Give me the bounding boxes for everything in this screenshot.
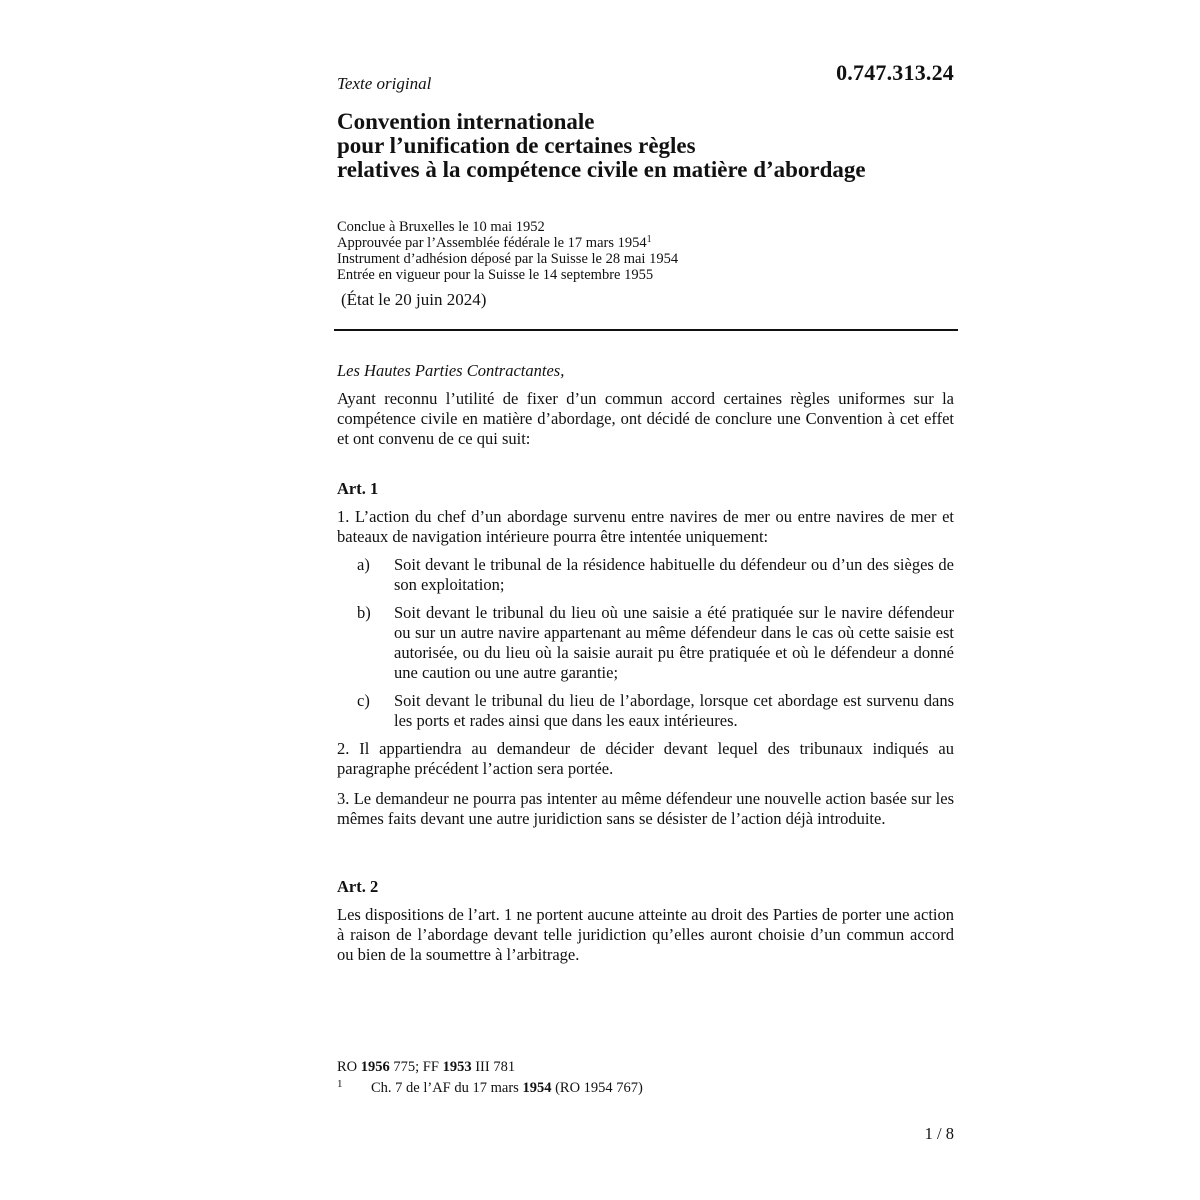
list-item <box>357 555 954 595</box>
concluded-date: Conclue à Bruxelles le 10 mai 1952 <box>337 219 545 235</box>
entry-into-force: Entrée en vigueur pour la Suisse le 14 septembre 1955 <box>337 267 654 283</box>
article-1-paragraph-1: 1. L’action du chef d’un abordage survenu entre navires de mer ou entre navires de mer et bateaux de navigation intérieure pourra être intentée uniquement: <box>337 507 954 546</box>
document-metadata <box>337 219 678 283</box>
state-date: (État le 20 juin 2024) <box>341 290 487 309</box>
footnote-rest: (RO 1954 767) <box>551 1080 643 1096</box>
footnote-1 <box>337 1080 643 1097</box>
article-2-heading: Art. 2 <box>337 877 379 896</box>
preamble-text: Ayant reconnu l’utilité de fixer d’un commun accord certaines règles uniformes sur la compétence civile en matière d’abordage, ont décidé de conclure une Convention à cet effet et ont convenu de ce qui suit: <box>337 389 954 448</box>
list-item-letter: c) <box>357 691 370 710</box>
list-item-text: Soit devant le tribunal de la résidence habituelle du défendeur ou d’un des sièges de son exploitation; <box>394 555 954 594</box>
footnote-text <box>371 1080 643 1097</box>
instrument-date: Instrument d’adhésion déposé par la Suisse le 28 mai 1954 <box>337 251 679 267</box>
list-item-letter: a) <box>357 555 370 574</box>
approval-footnote-ref[interactable]: 1 <box>646 234 652 245</box>
list-item-letter: b) <box>357 603 371 622</box>
document-title <box>337 110 866 182</box>
approval-line <box>337 235 678 251</box>
original-text-label: Texte original <box>337 74 432 93</box>
title-line-2: pour l’unification de certaines règles <box>337 133 696 158</box>
article-1-paragraph-2: 2. Il appartiendra au demandeur de décider devant lequel des tribunaux indiqués au paragraphe précédent l’action sera portée. <box>337 739 954 778</box>
article-2-paragraph: Les dispositions de l’art. 1 ne portent aucune atteinte au droit des Parties de porter une action à raison de l’abordage devant telle juridiction qu’elles auront choisie d’un commun accord ou bien de la soumettre à l’arbitrage. <box>337 905 954 964</box>
ro-mid: 775; FF <box>389 1059 443 1075</box>
ro-year: 1956 <box>360 1059 390 1075</box>
publication-reference <box>337 1059 515 1076</box>
page-number: 1 / 8 <box>924 1124 954 1143</box>
footnote-marker: 1 <box>337 1078 343 1090</box>
list-item-text: Soit devant le tribunal du lieu où une saisie a été pratiquée sur le navire défendeur ou sur un autre navire appartenant au même défendeur dans le cas où cette saisie est autorisée, ou du lieu où la saisie aurait pu être pratiquée et où le défendeur a donné une caution ou une autre garantie; <box>394 603 954 682</box>
ff-rest: III 781 <box>471 1059 516 1075</box>
ff-year: 1953 <box>442 1059 472 1075</box>
article-1-paragraph-3: 3. Le demandeur ne pourra pas intenter au même défendeur une nouvelle action basée sur les mêmes faits devant une autre juridiction sans se désister de l’action déjà introduite. <box>337 789 954 828</box>
footnote-year: 1954 <box>522 1080 552 1096</box>
title-line-1: Convention internationale <box>337 109 595 134</box>
list-item-text: Soit devant le tribunal du lieu de l’abordage, lorsque cet abordage est survenu dans les ports et rades ainsi que dans les eaux intérieures. <box>394 691 954 730</box>
preamble-parties: Les Hautes Parties Contractantes, <box>337 361 565 380</box>
approval-date: Approuvée par l’Assemblée fédérale le 17 mars 1954 <box>337 235 647 251</box>
header-divider <box>334 329 958 331</box>
title-line-3: relatives à la compétence civile en matière d’abordage <box>337 157 866 182</box>
sr-number: 0.747.313.24 <box>836 60 954 85</box>
ro-prefix: RO <box>337 1059 361 1075</box>
list-item <box>357 691 954 731</box>
article-1-heading: Art. 1 <box>337 479 379 498</box>
list-item <box>357 603 954 683</box>
footnote-prefix: Ch. 7 de l’AF du 17 mars <box>371 1080 523 1096</box>
